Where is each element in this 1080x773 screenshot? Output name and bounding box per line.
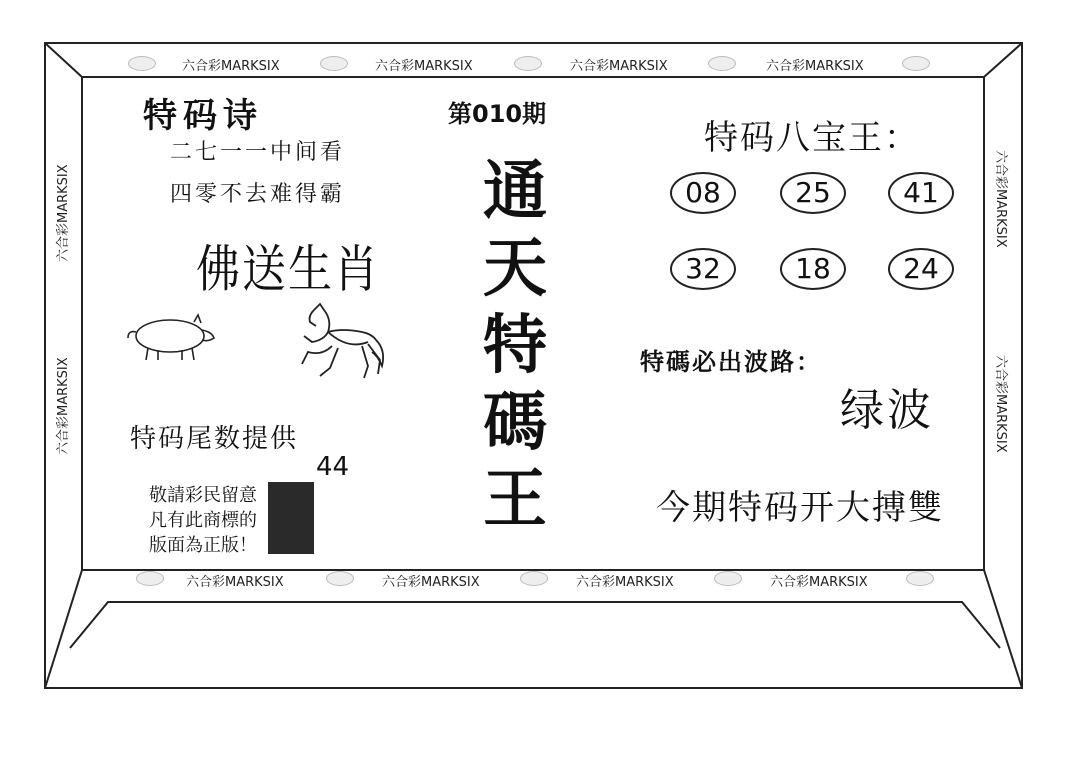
vertical-title-char: 天 xyxy=(483,231,547,306)
pig-icon xyxy=(124,310,216,362)
watermark-text: 六合彩MARKSIX xyxy=(766,59,864,74)
zodiac-gift-text: 佛送生肖 xyxy=(196,240,380,300)
trademark-stamp-icon xyxy=(268,482,314,554)
forecast-text: 今期特码开大搏雙 xyxy=(656,488,944,528)
watermark-text: 六合彩MARKSIX xyxy=(576,575,674,590)
watermark-dot xyxy=(128,56,156,71)
eight-treasures-heading: 特码八宝王： xyxy=(704,118,920,158)
tail-number-value: 44 xyxy=(316,452,350,482)
number-ball: 32 xyxy=(670,248,736,290)
vertical-title-char: 特 xyxy=(483,308,547,383)
number-ball: 18 xyxy=(780,248,846,290)
notice-line-2: 凡有此商標的 xyxy=(149,510,257,531)
number-ball: 24 xyxy=(888,248,954,290)
vertical-title-char: 碼 xyxy=(483,385,547,460)
watermark-text: 六合彩MARKSIX xyxy=(182,59,280,74)
watermark-text: 六合彩MARKSIX xyxy=(993,355,1008,453)
watermark-text: 六合彩MARKSIX xyxy=(993,150,1008,248)
number-ball: 08 xyxy=(670,172,736,214)
watermark-dot xyxy=(902,56,930,71)
poem-line-2: 四零不去难得霸 xyxy=(170,182,346,207)
notice-line-1: 敬請彩民留意 xyxy=(149,485,257,506)
number-ball: 25 xyxy=(780,172,846,214)
issue-number: 第010期 xyxy=(448,100,547,128)
notice-line-3: 版面為正版！ xyxy=(149,535,257,556)
poem-title: 特码诗 xyxy=(143,96,263,136)
watermark-text: 六合彩MARKSIX xyxy=(56,357,71,455)
watermark-text: 六合彩MARKSIX xyxy=(56,164,71,262)
wave-label: 特碼必出波路： xyxy=(640,348,822,376)
watermark-dot xyxy=(326,571,354,586)
watermark-dot xyxy=(514,56,542,71)
watermark-text: 六合彩MARKSIX xyxy=(375,59,473,74)
watermark-dot xyxy=(320,56,348,71)
watermark-dot xyxy=(708,56,736,71)
watermark-dot xyxy=(520,571,548,586)
vertical-title xyxy=(470,154,560,545)
horse-icon xyxy=(292,302,388,382)
watermark-dot xyxy=(136,571,164,586)
authenticity-notice xyxy=(138,483,268,558)
watermark-text: 六合彩MARKSIX xyxy=(770,575,868,590)
wave-value: 绿波 xyxy=(840,385,934,436)
tail-number-label: 特码尾数提供 xyxy=(130,424,299,454)
number-ball: 41 xyxy=(888,172,954,214)
watermark-text: 六合彩MARKSIX xyxy=(382,575,480,590)
watermark-dot xyxy=(906,571,934,586)
watermark-text: 六合彩MARKSIX xyxy=(570,59,668,74)
vertical-title-char: 通 xyxy=(483,154,547,229)
poem-line-1: 二七一一中间看 xyxy=(170,140,346,165)
watermark-dot xyxy=(714,571,742,586)
watermark-text: 六合彩MARKSIX xyxy=(186,575,284,590)
vertical-title-char: 王 xyxy=(483,462,547,537)
